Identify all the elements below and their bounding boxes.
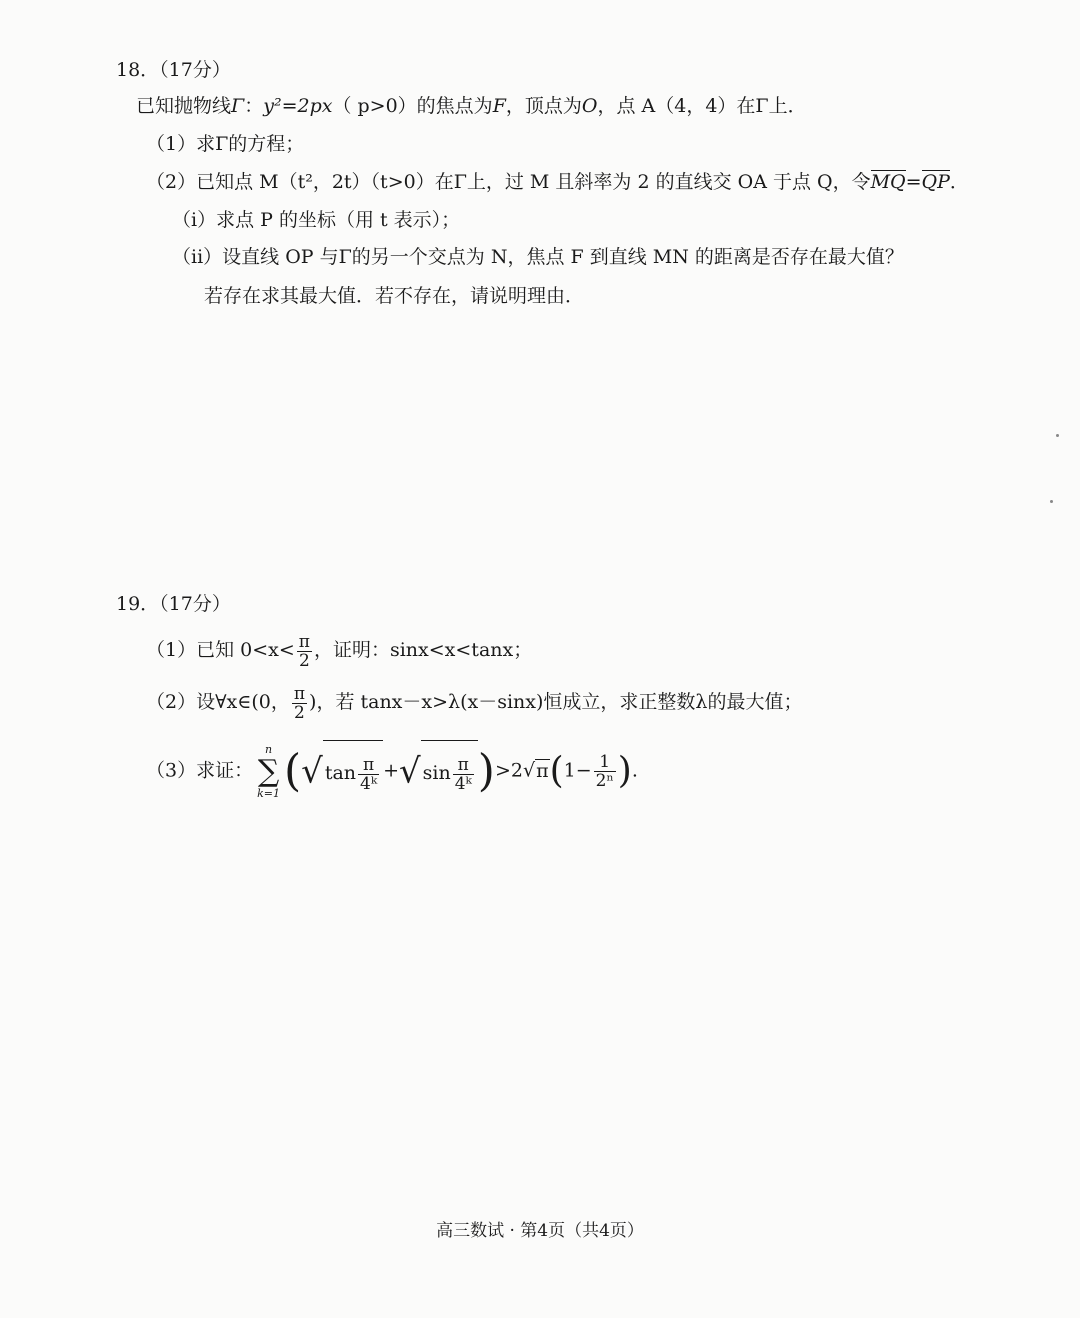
q18-stem <box>136 94 807 118</box>
scan-speck <box>1050 500 1053 503</box>
page-footer: 高三数试 · 第4页（共4页） <box>436 1221 644 1241</box>
q18-part2 <box>146 170 969 194</box>
q18-header: 18．（17分） <box>116 59 231 81</box>
sum-upper-limit: n <box>264 742 273 756</box>
fraction-numerator: π <box>453 756 474 775</box>
q19-part2 <box>146 682 802 722</box>
left-paren: ( <box>283 745 302 797</box>
right-paren: ) <box>477 745 495 797</box>
fraction-denominator: 2ⁿ <box>595 771 614 791</box>
q18-part2-i: （i）求点 P 的坐标（用 t 表示）； <box>172 209 461 231</box>
sqrt-tan: √ tan $\frac{\pi}{\text{4ᵏ}}$ <box>301 740 383 803</box>
vector-mq: MQ <box>870 171 906 193</box>
q18-stem-mid: ，顶点为 <box>505 95 582 117</box>
q19-part2-text: （2）设∀x∈(0， <box>146 691 290 713</box>
period: . <box>631 759 638 782</box>
fraction-pi-over-4k <box>358 756 379 793</box>
q18-part2-end: ． <box>949 171 969 193</box>
scan-speck <box>1056 434 1059 437</box>
vector-qp: QP <box>921 171 950 193</box>
fraction-pi-over-2 <box>297 633 312 670</box>
left-paren-2: ( <box>549 750 564 792</box>
fraction-denominator: 2 <box>298 650 310 671</box>
fraction-denominator: 4ᵏ <box>360 773 378 794</box>
q19-header: 19．（17分） <box>116 593 231 615</box>
fraction-pi-over-2 <box>292 685 307 722</box>
q18-vertex-o: O <box>581 95 598 117</box>
fraction-numerator: π <box>358 756 379 775</box>
fraction-pi-over-4k <box>453 756 474 793</box>
sqrt-pi: √π <box>522 759 549 782</box>
sqrt-pi-radicand: π <box>536 759 549 782</box>
sqrt-sin: √ sin $\frac{\pi}{\text{4ᵏ}}$ <box>399 740 478 803</box>
fraction-numerator: π <box>298 631 310 652</box>
q19-part2-end: )，若 tanx－x>λ(x－sinx)恒成立，求正整数λ的最大值； <box>309 691 803 713</box>
q18-colon: ： <box>244 95 264 117</box>
fraction-numerator: π <box>293 683 306 704</box>
q18-part1: （1）求Γ的方程； <box>146 133 305 155</box>
tan-label: tan <box>324 762 357 784</box>
q18-condition: （ p>0）的焦点为 <box>332 95 493 117</box>
plus-sign: + <box>383 759 399 782</box>
q18-focus-f: F <box>492 95 506 117</box>
q18-stem-prefix: 已知抛物线 <box>136 95 232 117</box>
summation <box>257 743 280 801</box>
q19-part3 <box>146 740 638 803</box>
q18-part2-text: （2）已知点 M（t²，2t）（t>0）在Γ上，过 M 且斜率为 2 的直线交 OA 于点 Q，令 <box>146 171 871 193</box>
greater-than-2: >2 <box>494 759 523 782</box>
q18-part2-ii: （ii）设直线 OP 与Γ的另一个交点为 N，焦点 F 到直线 MN 的距离是否存在最大值？ <box>172 246 904 268</box>
sin-label: sin <box>422 762 451 784</box>
fraction-numerator: 1 <box>594 753 616 772</box>
fraction-1-over-2n <box>594 753 616 790</box>
q18-gamma: Γ <box>231 95 245 117</box>
fraction-denominator: 4ᵏ <box>454 773 472 794</box>
q18-part2-ii-cont: 若存在求其最大值．若不存在，请说明理由． <box>204 285 585 307</box>
q18-point-a: ，点 A（4，4）在Γ上． <box>597 95 807 117</box>
q19-part1-end: ，证明：sinx<x<tanx； <box>313 639 533 661</box>
one-minus: 1− <box>563 759 592 782</box>
q19-part1 <box>146 630 532 670</box>
sigma-icon: ∑ <box>257 753 280 789</box>
right-paren-2: ) <box>617 750 632 792</box>
fraction-denominator: 2 <box>294 702 305 723</box>
q19-part3-label: （3）求证： <box>146 759 254 782</box>
q18-equation: y²=2px <box>263 95 333 117</box>
sum-lower-limit: k=1 <box>257 786 280 800</box>
equals-sign: = <box>905 171 922 193</box>
q19-part1-text: （1）已知 0<x< <box>146 639 295 661</box>
